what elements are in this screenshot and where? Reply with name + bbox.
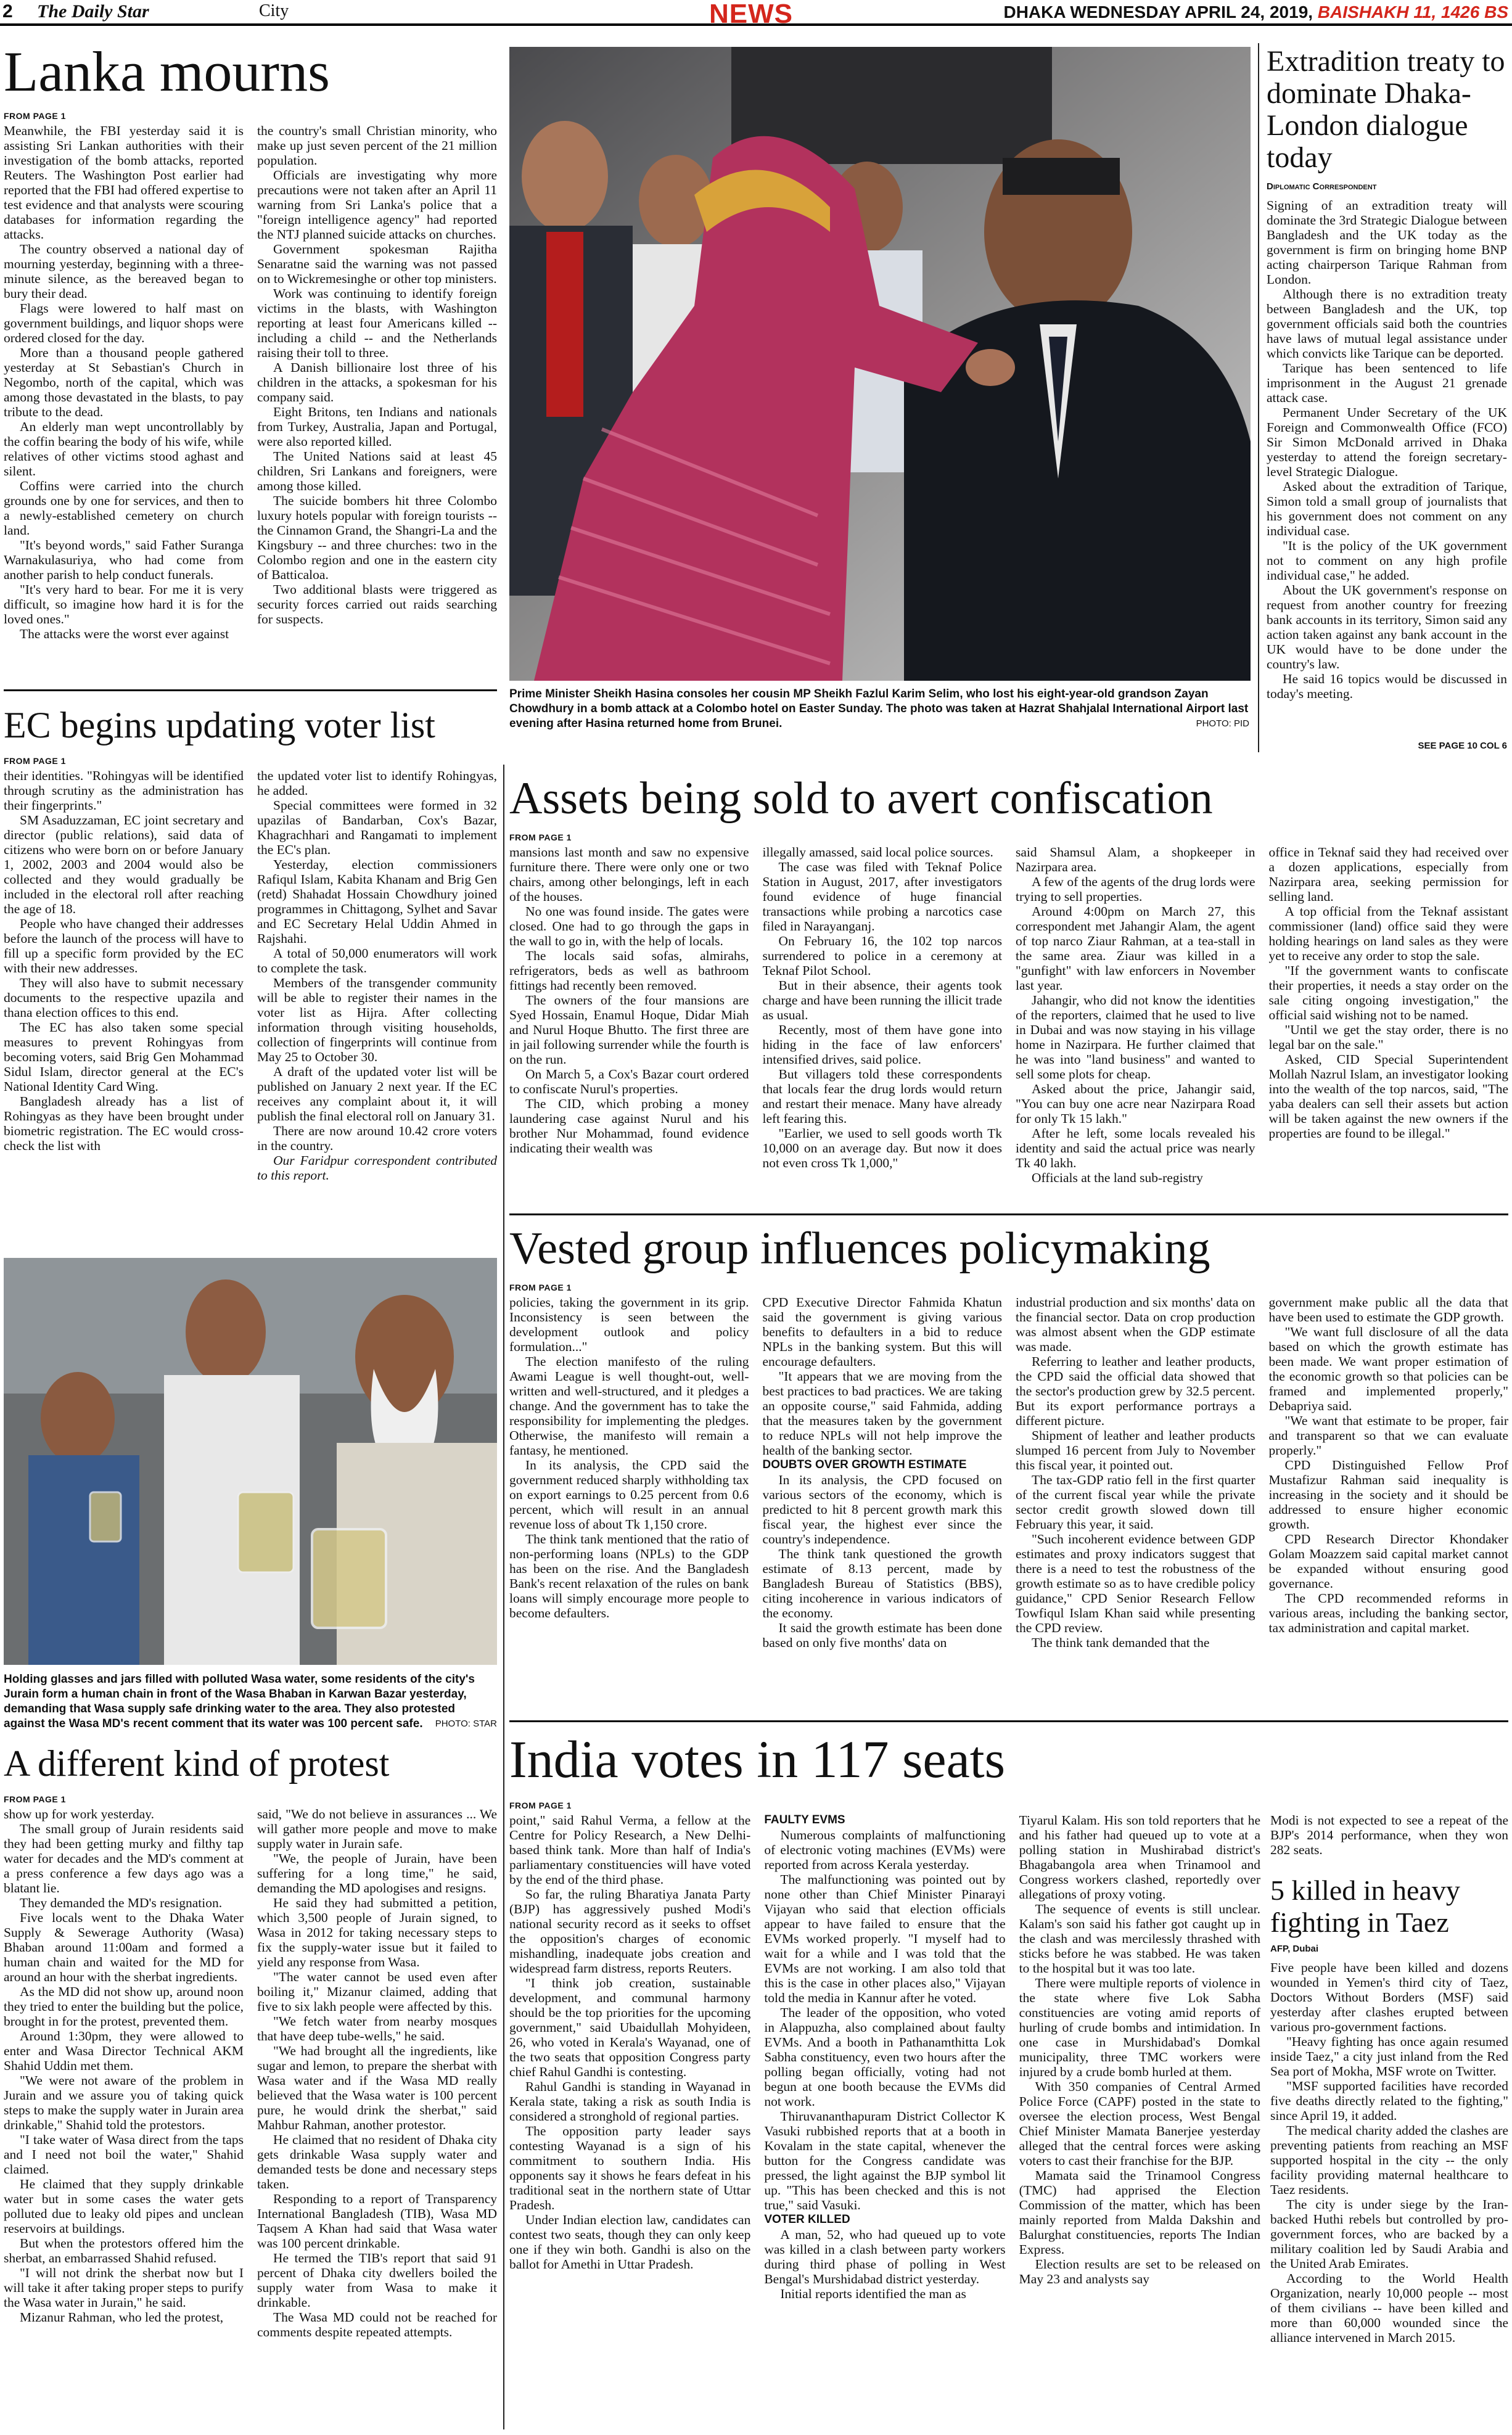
paragraph: On February 16, the 102 top narcos surrendered to police in a ceremony at Teknaf Pilot School. — [762, 934, 1002, 978]
paragraph: "We were not aware of the problem in Jurain and we assure you of taking quick steps to make the supply water in Jurain area drinkable," Shahid told the protestors. — [4, 2073, 244, 2132]
paragraph: A few of the agents of the drug lords were trying to sell properties. — [1016, 874, 1255, 904]
paragraph: Asked about the extradition of Tarique, Simon told a small group of journalists that his government does not comment on any individual case. — [1267, 479, 1507, 538]
article-assets-col3 — [1016, 845, 1255, 1209]
paragraph: Government spokesman Rajitha Senaratne said the warning was not passed on to Wickremesinghe or other top ministers. — [257, 242, 497, 286]
paragraph: The EC has also taken some special measures to prevent Rohingyas from becoming voters, said Brig Gen Mohammad Sidul Islam, director general at the EC's National Identity Card Wing. — [4, 1020, 244, 1094]
paragraph: Jahangir, who did not know the identities of the reporters, claimed that he used to live in Dubai and was now staying in his village home in Nazirpara. He further claimed that he was into "land business" and wanted to sell some plots for cheap. — [1016, 993, 1255, 1082]
paragraph: their identities. "Rohingyas will be identified through scrutiny as the administration has their fingerprints." — [4, 768, 244, 813]
paragraph: The tax-GDP ratio fell in the first quarter of the current fiscal year while the private sector credit growth slowed down till February this year, it said. — [1016, 1472, 1255, 1532]
headline-vested-group: Vested group influences policymaking — [509, 1223, 1210, 1274]
article-ec-body — [4, 768, 497, 1237]
paragraph: Two additional blasts were triggered as security forces carried out raids searching for suspects. — [257, 582, 497, 626]
paragraph: On March 5, a Cox's Bazar court ordered to confiscate Nurul's properties. — [509, 1067, 749, 1096]
article-protest-body — [4, 1807, 497, 2431]
paragraph: "I will not drink the sherbat now but I will take it after taking proper steps to purify the Wasa water in Jurain," he said. — [4, 2265, 244, 2310]
paragraph: Recently, most of them have gone into hiding in the face of law enforcers' intensified drives, said police. — [762, 1022, 1002, 1067]
paragraph: The suicide bombers hit three Colombo luxury hotels popular with foreign tourists -- the Cinnamon Grand, the Shangri-La and the Kingsbury -- and three churches: two in the Colombo region and one in the eastern city of Batticaloa. — [257, 493, 497, 582]
paragraph: "Until we get the stay order, there is no legal bar on the sale." — [1268, 1022, 1508, 1052]
section-label: City — [259, 1, 289, 20]
caption-wasa-photo — [4, 1672, 497, 1731]
paragraph: "MSF supported facilities have recorded five deaths directly related to the fighting," since April 19, it added. — [1270, 2079, 1508, 2123]
paragraph: A top official from the Teknaf assistant commissioner (land) office said they were holding hearings on land sales as they were yet to receive any order to stop the sale. — [1268, 904, 1508, 963]
kicker-assets: FROM PAGE 1 — [509, 832, 572, 842]
paragraph: Work was continuing to identify foreign victims in the blasts, with Washington reporting at least four Americans killed -- including a child -- and the Netherlands raising their toll to three. — [257, 286, 497, 360]
article-vested-col3 — [1016, 1295, 1255, 1714]
paragraph: SM Asaduzzaman, EC joint secretary and director (public relations), said data of citizens who were born on or before January 1, 2002, 2003 and 2004 would also be collected and they would gradually be included in the electoral roll after reaching the age of 18. — [4, 813, 244, 916]
paragraph: According to the World Health Organization, nearly 10,000 people -- most of them civilians -- have been killed and more than 60,000 wounded since the alliance intervened in March 2015. — [1270, 2271, 1508, 2345]
paragraph: Five locals went to the Dhaka Water Supply & Sewerage Authority (Wasa) Bhaban around 11:00am and formed a human chain and waited for the MD for around an hour with the sherbat ingredients. — [4, 1910, 244, 1984]
paragraph: CPD Research Director Khondaker Golam Moazzem said capital market cannot be expanded without ensuring good governance. — [1268, 1532, 1508, 1591]
paragraph: The small group of Jurain residents said they had been getting murky and filthy tap water for decades and the MD's comment at a press conference a few days ago was a blatant lie. — [4, 1821, 244, 1895]
paragraph: Permanent Under Secretary of the UK Foreign and Commonwealth Office (FCO) Sir Simon McDonald arrived in Dhaka yesterday to attend the foreign secretary-level Strategic Dialogue. — [1267, 405, 1507, 479]
paragraph: Initial reports identified the man as — [780, 2286, 966, 2301]
date-bangla: BAISHAKH 11, 1426 BS — [1317, 2, 1508, 22]
article-india-col2 — [764, 1813, 1005, 2431]
article-protest-col1 — [4, 1807, 244, 2431]
paragraph: "If the government wants to confiscate their properties, it needs a stay order on the sale citing ongoing investigation," the official said wishing not to be named. — [1268, 963, 1508, 1022]
paragraph: "I take water of Wasa direct from the taps and I need not boil the water," Shahid claimed. — [4, 2132, 244, 2177]
article-protest-col2 — [257, 1807, 497, 2431]
paragraph: Members of the transgender community will be able to register their names in the voter list as Hijra. After collecting information through visiting households, collection of fingerprints will continue from May 25 to October 30. — [257, 975, 497, 1064]
article-ec-col1 — [4, 768, 244, 1237]
paragraph: The locals said sofas, almirahs, refrigerators, beds as well as bathroom fittings had recently been removed. — [509, 948, 749, 993]
kicker-lanka: FROM PAGE 1 — [4, 111, 66, 121]
paragraph: He said they had submitted a petition, which 3,500 people of Jurain signed, to Wasa in 2012 for taking necessary steps to fix the supply-water issue but it failed to yield any response from Wasa. — [257, 1895, 497, 1969]
paragraph: Officials are investigating why more precautions were not taken after an April 11 warning from Sri Lanka's police that a "foreign intelligence agency" had reported the NTJ planned suicide attacks on churches. — [257, 168, 497, 242]
paragraph: "We fetch water from nearby mosques that have deep tube-wells," he said. — [257, 2014, 497, 2043]
paragraph: industrial production and six months' data on the financial sector. Data on crop production was almost absent when the GDP estimate was made. — [1016, 1295, 1255, 1354]
paragraph: He said 16 topics would be discussed in today's meeting. — [1267, 671, 1507, 701]
photo-credit: PHOTO: STAR — [435, 1718, 497, 1729]
kicker-india: FROM PAGE 1 — [509, 1801, 572, 1810]
paragraph: The United Nations said at least 45 children, Sri Lankans and foreigners, were among those killed. — [257, 449, 497, 493]
paragraph: show up for work yesterday. — [4, 1807, 155, 1821]
article-india-col3 — [1019, 1813, 1260, 2431]
paragraph: Tarique has been sentenced to life imprisonment in the August 21 grenade attack case. — [1267, 361, 1507, 405]
headline-different-protest: A different kind of protest — [4, 1743, 390, 1784]
article-assets-body — [509, 845, 1508, 1209]
paragraph: "We want that estimate to be proper, fair and transparent so that we can evaluate properly." — [1268, 1413, 1508, 1458]
article-india-col4 — [1270, 1813, 1508, 1857]
paragraph: the country's small Christian minority, who make up just seven percent of the 21 million population. — [257, 123, 497, 168]
article-lanka-col2 — [257, 123, 497, 678]
paragraph: About the UK government's response on request from another country for freezing bank accounts in its territory, Simon said any action taken against any bank account in the UK would have to be done under the country's law. — [1267, 583, 1507, 671]
see-page-link[interactable]: SEE PAGE 10 COL 6 — [1418, 741, 1507, 751]
headline-india-votes: India votes in 117 seats — [509, 1730, 1006, 1789]
paragraph: The think tank mentioned that the ratio of non-performing loans (NPLs) to the GDP has been on the rise. And the Bangladesh Bank's recent relaxation of the rules on bank loans will simply encourage more people to become defaulters. — [509, 1532, 749, 1620]
article-india-col1 — [509, 1813, 750, 2431]
paragraph: After he left, some locals revealed his identity and said the actual price was nearly Tk 40 lakh. — [1016, 1126, 1255, 1170]
paragraph: "Earlier, we used to sell goods worth Tk 10,000 on an average day. But now it does not even cross Tk 1,000," — [762, 1126, 1002, 1170]
paragraph: He termed the TIB's report that said 91 percent of Dhaka city dwellers boiled the supply water from Wasa to make it drinkable. — [257, 2251, 497, 2310]
caption-wasa-text: Holding glasses and jars filled with polluted Wasa water, some residents of the city's Jurain form a human chain in front of the Wasa Bhaban in Karwan Bazar yesterday, demanding that Wasa supply safe drinking water to the area. They also protested against the Wasa MD's recent comment that its water was 100 percent safe. — [4, 1673, 475, 1730]
paragraph: The country observed a national day of mourning yesterday, beginning with a three-minute silence, as the bereaved began to bury their dead. — [4, 242, 244, 301]
headline-ec-voter-list: EC begins updating voter list — [4, 705, 435, 745]
photo-wasa-illustration — [4, 1258, 497, 1665]
contributor-credit: Our Faridpur correspondent contributed to this report. — [257, 1153, 497, 1183]
paragraph: Yesterday, election commissioners Rafiqul Islam, Kabita Khanam and Brig Gen (retd) Shahadat Hossain Chowdhury joined programmes in Chittagong, Sylhet and Savar and EC Secretary Helal Uddin Ahmed in Rajshahi. — [257, 857, 497, 946]
paragraph: "I think job creation, sustainable development, and communal harmony should be the top priorities for the upcoming government," said Ubaidullah Mohyideen, 26, who voted in Kerala's Wayanad, one of the two seats that opposition Congress party chief Rahul Gandhi is contesting. — [509, 1976, 751, 2079]
paragraph: They will also have to submit necessary documents to the respective upazila and thana election offices to this end. — [4, 975, 244, 1020]
paragraph: In its analysis, the CPD focused on various sectors of the economy, which is predicted to hit 8 percent growth mark this fiscal year, the highest ever since the country's independence. — [762, 1472, 1002, 1546]
kicker-ec: FROM PAGE 1 — [4, 756, 66, 766]
article-india-col4-body — [1270, 1813, 1508, 1857]
rule-divider — [509, 1720, 1508, 1722]
paragraph: Mamata said the Trinamool Congress (TMC) had apprised the Election Commission of the matter, which has been mainly reported from Malda Dakshin and Balurghat constituencies, reports The Indian Express. — [1019, 2168, 1260, 2257]
rule-divider — [509, 1213, 1508, 1215]
paragraph: A draft of the updated voter list will be published on January 2 next year. If the EC receives any complaint about it, it will publish the final electoral roll on January 31. — [257, 1064, 497, 1123]
paragraph: Election results are set to be released on May 23 and analysts say — [1019, 2257, 1260, 2286]
article-extradition-body — [1267, 198, 1507, 741]
paragraph: The sequence of events is still unclear. Kalam's son said his father got caught up in the clash and was mercilessly thrashed with sticks before he was stabbed. He was taken to the hospital but it was too late. — [1019, 1902, 1260, 1976]
date-english: DHAKA WEDNESDAY APRIL 24, 2019, — [1003, 2, 1318, 22]
article-vested-body — [509, 1295, 1508, 1714]
article-assets-col1 — [509, 845, 749, 1209]
photo-hasina-illustration — [509, 47, 1251, 681]
byline: Diplomatic Correspondent — [1267, 181, 1377, 192]
paragraph: Officials at the land sub-registry — [1032, 1170, 1203, 1185]
paragraph: The leader of the opposition, who voted in Alappuzha, also complained about faulty EVMs. And a booth in Pathanamthitta Lok Sabha constituency, even two hours after the polling began officially, voting had not begun at one booth because the EVMs did not work. — [764, 2005, 1006, 2109]
paragraph: A total of 50,000 enumerators will work to complete the task. — [257, 946, 497, 975]
paragraph: VOTER KILLED — [764, 2213, 850, 2226]
paragraph: In its analysis, the CPD said the government reduced sharply withholding tax on export earnings to 0.25 percent from 0.6 percent, which will result in an annual revenue loss of about Tk 1,150 crore. — [509, 1458, 749, 1532]
paragraph: The case was filed with Teknaf Police Station in August, 2017, after investigators found evidence of huge financial transactions while probing a narcotics case filed in Narayanganj. — [762, 860, 1002, 934]
paragraph: The think tank demanded that the — [1032, 1635, 1210, 1650]
paragraph: FAULTY EVMS — [764, 1813, 845, 1826]
paragraph: Signing of an extradition treaty will dominate the 3rd Strategic Dialogue between Bangladesh and the UK today as the government is firm on bringing home BNP acting chairperson Tarique Rahman from London. — [1267, 198, 1507, 287]
kicker-vested: FROM PAGE 1 — [509, 1283, 572, 1292]
paragraph: Flags were lowered to half mast on government buildings, and liquor shops were ordered closed for the day. — [4, 301, 244, 345]
paragraph: policies, taking the government in its grip. Inconsistency is seen between the development outlook and policy formulation..." — [509, 1295, 749, 1354]
paragraph: Asked, CID Special Superintendent Mollah Nazrul Islam, an investigator looking into the wealth of the top narcos, said, "The yaba dealers can sell their assets but action will be taken against the new owners if the properties are found to be illegal." — [1268, 1052, 1508, 1141]
paragraph: "We, the people of Jurain, have been suffering for a long time," he said, demanding the MD apologises and resigns. — [257, 1851, 497, 1895]
paragraph: The CPD recommended reforms in various areas, including the banking sector, tax administration and capital market. — [1268, 1591, 1508, 1635]
paragraph: Under Indian election law, candidates can contest two seats, though they can only keep one if they win both. Gandhi is also on the ballot for Amethi in Uttar Pradesh. — [509, 2212, 751, 2272]
paragraph: An elderly man wept uncontrollably by the coffin bearing the body of his wife, while relatives of other victims stood aghast and silent. — [4, 419, 244, 478]
headline-extradition: Extradition treaty to dominate Dhaka-London dialogue today — [1267, 45, 1505, 174]
paragraph: DOUBTS OVER GROWTH ESTIMATE — [762, 1458, 967, 1471]
rule-divider — [4, 689, 497, 691]
paragraph: No one was found inside. The gates were closed. One had to go through the gaps in the wall to go in, with the help of locals. — [509, 904, 749, 948]
paragraph: Eight Britons, ten Indians and nationals from Turkey, Australia, Japan and Portugal, were also reported killed. — [257, 404, 497, 449]
paragraph: They demanded the MD's resignation. — [20, 1895, 223, 1910]
paragraph: "It appears that we are moving from the best practices to bad practices. We are taking an opposite course," said Fahmida, adding that the measures taken by the government to reduce NPLs will not help improve the health of the banking sector. — [762, 1369, 1002, 1458]
paragraph: Rahul Gandhi is standing in Wayanad in Kerala state, taking a risk as south India is considered a stronghold of regional parties. — [509, 2079, 751, 2124]
photo-credit: PHOTO: PID — [1196, 718, 1249, 729]
paragraph: said, "We do not believe in assurances ... We will gather more people and move to make supply water in Jurain safe. — [257, 1807, 497, 1851]
paragraph: With 350 companies of Central Armed Police Force (CAPF) posted in the state to oversee the election process, West Bengal Chief Minister Mamata Banerjee yesterday alleged that the central forces were asking voters to cast their franchise for the BJP. — [1019, 2079, 1260, 2168]
paragraph: Although there is no extradition treaty between Bangladesh and the UK, top government officials said both the countries have laws of mutual legal assistance under which convicts like Tarique can be deported. — [1267, 287, 1507, 361]
paragraph: As the MD did not show up, around noon they tried to enter the building but the police, brought in for the protest, prevented them. — [4, 1984, 244, 2029]
paragraph: "We had brought all the ingredients, like sugar and lemon, to prepare the sherbat with Wasa water and if the Wasa MD really believed that the Wasa water is 100 percent pure, he would drink the sherbat," said Mahbur Rahman, another protestor. — [257, 2043, 497, 2132]
paragraph: People who have changed their addresses before the launch of the process will have to fill up a specific form provided by the EC with their new addresses. — [4, 916, 244, 975]
paragraph: The city is under siege by the Iran-backed Huthi rebels but controlled by pro-government forces, who are backed by a military coalition led by Saudi Arabia and the United Arab Emirates. — [1270, 2197, 1508, 2271]
headline-lanka-mourns: Lanka mourns — [4, 40, 330, 103]
article-taez — [1270, 1874, 1508, 2429]
kicker-protest: FROM PAGE 1 — [4, 1794, 66, 1804]
article-vested-col2 — [763, 1295, 1003, 1714]
paragraph: There are now around 10.42 crore voters in the country. — [257, 1123, 497, 1153]
article-extradition — [1267, 176, 1507, 751]
paragraph: the updated voter list to identify Rohingyas, he added. — [257, 768, 497, 798]
masthead — [0, 0, 1512, 29]
paragraph: Mizanur Rahman, who led the protest, — [20, 2310, 224, 2325]
paragraph: So far, the ruling Bharatiya Janata Party (BJP) has aggressively pushed Modi's national security record as it seeks to offset the opposition's charges of economic mishandling, inadequate jobs creation and widespread farm distress, reports Reuters. — [509, 1887, 751, 1976]
dateline — [1003, 2, 1508, 22]
rule-divider — [1258, 43, 1259, 752]
paragraph: Numerous complaints of malfunctioning of electronic voting machines (EVMs) were reported from across Kerala yesterday. — [764, 1828, 1006, 1872]
paragraph: But villagers told these correspondents that locals fear the drug lords would return and restart their menace. Many have already left fearing this. — [762, 1067, 1002, 1126]
paragraph: Referring to leather and leather products, the CPD said the official data showed that the sector's production grew by 32.5 percent. But its export performance portrays a different picture. — [1016, 1354, 1255, 1428]
paragraph: Modi is not expected to see a repeat of the BJP's 2014 performance, when they won 282 seats. — [1270, 1813, 1508, 1857]
paragraph: "Such incoherent evidence between GDP estimates and proxy indicators suggest that there is a need to test the robustness of the growth estimate so as to have credible policy guidance," CPD Senior Research Fellow Towfiqul Islam Khan said while presenting the CPD review. — [1016, 1532, 1255, 1635]
paragraph: There were multiple reports of violence in the state where five Lok Sabha constituencies are voting amid reports of hurling of crude bombs and intimidation. In one case in Murshidabad's Domkal municipality, three TMC workers were injured by a crude bomb hurled at them. — [1019, 1976, 1260, 2079]
paragraph: Bangladesh already has a list of Rohingyas as they have been brought under biometric registration. The EC would cross-check the list with — [4, 1094, 244, 1153]
article-ec-col2-paras — [257, 768, 497, 1153]
paragraph: illegally amassed, said local police sources. — [762, 845, 993, 860]
paragraph: "It's beyond words," said Father Suranga Warnakulasuriya, who had come from another parish to help conduct funerals. — [4, 538, 244, 582]
paragraph: Special committees were formed in 32 upazilas of Bandarban, Cox's Bazar, Khagrachhari and Rangamati to implement the EC's plan. — [257, 798, 497, 857]
article-ec-col2 — [257, 768, 497, 1237]
paragraph: But when the protestors offered him the sherbat, an embarrassed Shahid refused. — [4, 2236, 244, 2265]
paragraph: The opposition party leader says contesting Wayanad is a sign of his commitment to southern India. His opponents say it shows he fears defeat in his traditional seat in the northern state of Uttar Pradesh. — [509, 2124, 751, 2212]
paragraph: office in Teknaf said they had received over a dozen applications, especially from Nazirpara area, seeking permission for selling land. — [1268, 845, 1508, 904]
article-vested-col4 — [1269, 1295, 1509, 1714]
paragraph: Shipment of leather and leather products slumped 16 percent from July to November this fiscal year, it pointed out. — [1016, 1428, 1255, 1472]
paragraph: Five people have been killed and dozens wounded in Yemen's third city of Taez, Doctors Without Borders (MSF) said yesterday after clashes erupted between various pro-government factions. — [1270, 1960, 1508, 2034]
rule-divider — [503, 765, 504, 2429]
paragraph: Tiyarul Kalam. His son told reporters that he and his father had queued up to vote at a polling station in Mushirabad district's Bhagabangola area when Trinamool and Congress workers clashed, reportedly over allegations of proxy voting. — [1019, 1813, 1260, 1902]
paragraph: CPD Distinguished Fellow Prof Mustafizur Rahman said inequality is increasing in the society and it should be addressed to ensure higher economic growth. — [1268, 1458, 1508, 1532]
paragraph: He claimed that they supply drinkable water but in some cases the water gets polluted due to leaky old pipes and unclean reservoirs at buildings. — [4, 2177, 244, 2236]
caption-main-text: Prime Minister Sheikh Hasina consoles her cousin MP Sheikh Fazlul Karim Selim, who lost his eight-year-old grandson Zayan Chowdhury in a bomb attack at a Colombo hotel on Easter Sunday. The photo was taken at Hazrat Shahjalal International Airport last evening after Hasina returned home from Brunei. — [509, 688, 1249, 730]
paragraph: The Wasa MD could not be reached for comments despite repeated attempts. — [257, 2310, 497, 2339]
paragraph: CPD Executive Director Fahmida Khatun said the government is giving various benefits to defaulters in a bid to reduce NPLs in the banking system. But this will encourage defaulters. — [762, 1295, 1002, 1369]
article-lanka-col1 — [4, 123, 244, 678]
paragraph: But in their absence, their agents took charge and have been running the illicit trade as usual. — [762, 978, 1002, 1022]
paragraph: He claimed that no resident of Dhaka city gets drinkable Wasa supply water and demanded tests be done and necessary steps taken. — [257, 2132, 497, 2191]
paragraph: The think tank questioned the growth estimate of 8.13 percent, made by Bangladesh Bureau of Statistics (BBS), citing incoherence in various indicators of the economy. — [762, 1546, 1002, 1620]
paragraph: The medical charity added the clashes are preventing patients from reaching an MSF supported hospital in the city -- the only facility providing maternal healthcare to Taez residents. — [1270, 2123, 1508, 2197]
headline-assets-sold: Assets being sold to avert confiscation — [509, 773, 1213, 824]
paragraph: Around 1:30pm, they were allowed to enter and Wasa Director Technical AKM Shahid Uddin met them. — [4, 2029, 244, 2073]
article-india-body — [509, 1813, 1260, 2431]
paragraph: The owners of the four mansions are Syed Hossain, Enamul Hoque, Didar Miah and Nurul Hoque Bhutto. The first three are in jail following surrender while the fourth is on the run. — [509, 993, 749, 1067]
paragraph: government make public all the data that have been used to estimate the GDP growth. — [1268, 1295, 1508, 1324]
paragraph: Thiruvananthapuram District Collector K Vasuki rubbished reports that at a booth in Kovalam in the state capital, whenever the button for the Congress candidate was pressed, the light against the BJP symbol lit up. "This has been checked and this is not true," said Vasuki. — [764, 2109, 1006, 2212]
paragraph: The attacks were the worst ever against — [20, 626, 229, 641]
paragraph: The CID, which probing a money laundering case against Nurul and his brother Nur Mohammad, found evidence indicating their wealth was — [509, 1096, 749, 1156]
headline-taez: 5 killed in heavy fighting in Taez — [1270, 1874, 1460, 1938]
paragraph: Meanwhile, the FBI yesterday said it is assisting Sri Lankan authorities with their investigation of the bomb attacks, reported Reuters. The Washington Post earlier had reported that the FBI had offered expertise to test evidence and that analysts were scouring databases for information regarding the attacks. — [4, 123, 244, 242]
article-vested-col1 — [509, 1295, 749, 1714]
article-taez-body — [1270, 1960, 1508, 2345]
paragraph: "We want full disclosure of all the data based on which the growth estimate has been made. We want proper estimation of the economic growth so that policies can be framed and implemented properly," Debapriya said. — [1268, 1324, 1508, 1413]
paragraph: The election manifesto of the ruling Awami League is well thought-out, well-written and well-structured, and it pledges a change. And the government has to take the responsibility for implementing the pledges. Otherwise, the manifesto will remain a fantasy, he mentioned. — [509, 1354, 749, 1458]
paragraph: A Danish billionaire lost three of his children in the attacks, a spokesman for his company said. — [257, 360, 497, 404]
paragraph: point," said Rahul Verma, a fellow at the Centre for Policy Research, a New Delhi-based think tank. More than half of India's parliamentary constituencies will have voted by the end of the third phase. — [509, 1813, 751, 1887]
caption-main-photo — [509, 687, 1249, 731]
paragraph: More than a thousand people gathered yesterday at St Sebastian's Church in Negombo, north of the capital, which was among those devastated in the blasts, to pay tribute to the dead. — [4, 345, 244, 419]
paragraph: "It's very hard to bear. For me it is very difficult, so imagine how hard it is for the loved ones." — [4, 582, 244, 626]
paragraph: The malfunctioning was pointed out by none other than Chief Minister Pinarayi Vijayan who said that election officials appear to have failed to ensure that the EVMs worked properly. "I myself had to wait for a while and I was told that the EVMs are not working. I am also told that this is the case in other places also," Vijayan told the media in Kannur after he voted. — [764, 1872, 1006, 2005]
paragraph: Around 4:00pm on March 27, this correspondent met Jahangir Alam, the agent of top narco Ziaur Rahman, at a tea-stall in the same area. Ziaur was killed in a "gunfight" with law enforcers in November last year. — [1016, 904, 1255, 993]
paragraph: Responding to a report of Transparency International Bangladesh (TIB), Wasa MD Taqsem A Khan had said that Wasa water was 100 percent drinkable. — [257, 2191, 497, 2251]
byline: AFP, Dubai — [1270, 1944, 1319, 1954]
page-number: 2 — [2, 1, 13, 22]
article-lanka-body — [4, 123, 497, 678]
paragraph: mansions last month and saw no expensive furniture there. There were only one or two chairs, among other belongings, left in each of the houses. — [509, 845, 749, 904]
paper-logo: The Daily Star — [37, 1, 149, 22]
paragraph: It said the growth estimate has been done based on only five months' data on — [762, 1620, 1002, 1650]
article-assets-col4 — [1269, 845, 1509, 1209]
photo-hasina-consoles-selim — [509, 47, 1251, 681]
paragraph: "Heavy fighting has once again resumed inside Taez," a city just inland from the Red Sea port of Mokha, MSF wrote on Twitter. — [1270, 2034, 1508, 2079]
paragraph: said Shamsul Alam, a shopkeeper in Nazirpara area. — [1016, 845, 1255, 874]
paragraph: "It is the policy of the UK government not to comment on any high profile individual case," he added. — [1267, 538, 1507, 583]
paragraph: Asked about the price, Jahangir said, "You can buy one acre near Nazirpara Road for only Tk 15 lakh." — [1016, 1082, 1255, 1126]
page-label: NEWS — [709, 0, 793, 29]
paragraph: Coffins were carried into the church grounds one by one for services, and then to a newly-established cemetery on church land. — [4, 478, 244, 538]
article-assets-col2 — [763, 845, 1003, 1209]
paragraph: "The water cannot be used even after boiling it," Mizanur claimed, adding that five to six lakh people were affected by this. — [257, 1969, 497, 2014]
paragraph: A man, 52, who had queued up to vote was killed in a clash between party workers during third phase of polling in West Bengal's Murshidabad district yesterday. — [764, 2227, 1006, 2286]
photo-wasa-protest — [4, 1258, 497, 1665]
